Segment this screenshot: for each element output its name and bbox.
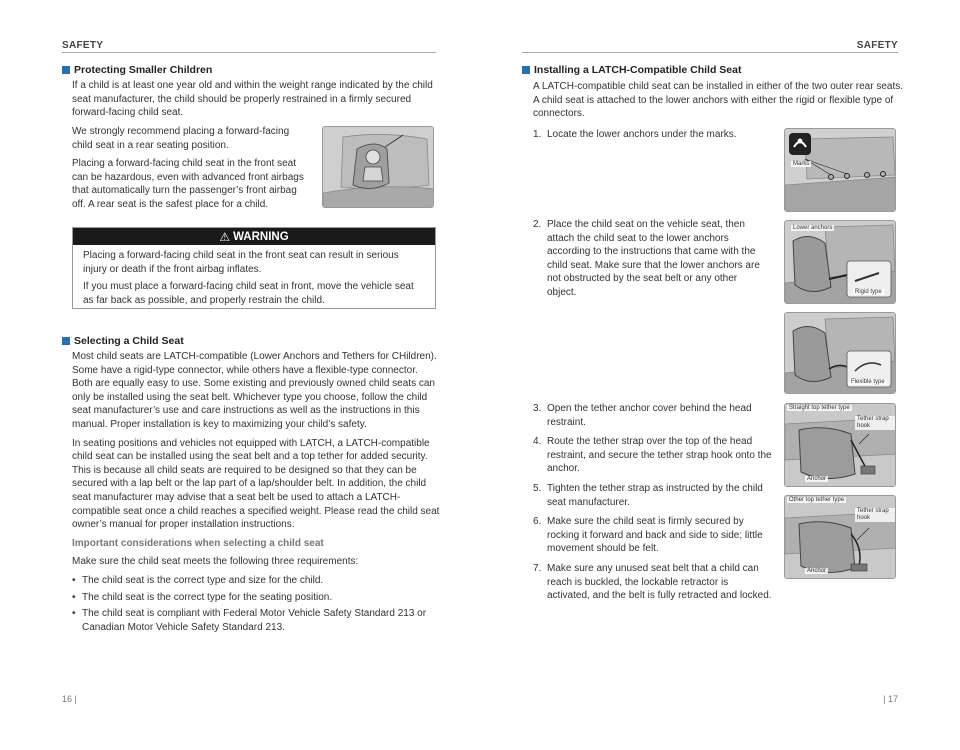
figure-lower-anchor-marks: [784, 128, 896, 212]
figure-forward-facing-seat: [322, 126, 434, 208]
paragraph: We strongly recommend placing a forward-facing child seat in a rear seating position.: [72, 126, 290, 151]
requirements-list: [72, 574, 440, 634]
paragraph: Placing a forward-facing child seat in the front seat can be hazardous, even with advanced front airbags that automatically turn the passenger’s front airbag off. A rear seat is the safest place for a child.: [72, 158, 304, 210]
step-list-1: [533, 128, 773, 148]
warning-triangle-icon: ⚠: [219, 229, 231, 244]
figure-label: Other top tether type: [789, 497, 845, 503]
section-square-icon: [62, 337, 70, 345]
section-title-installing: Installing a LATCH-Compatible Child Seat: [522, 64, 741, 76]
paragraph: If you must place a forward-facing child seat in front, move the vehicle seat as far back as possible, and properly restrain the child.: [83, 281, 414, 306]
figure-label: Anchor: [807, 476, 827, 482]
warning-header: ⚠ WARNING: [73, 228, 435, 245]
figure-straight-top-tether: [784, 403, 896, 487]
paragraph: In seating positions and vehicles not equipped with LATCH, a LATCH-compatible child seat can be installed using the seat belt and a top tether for added security. This is because all child seats are required to be designed so that they can be secured with a lap belt or the lap part of a lap/shoulder belt. In addition, the child seat manufacturer may advise that a seat belt be used to attach a LATCH-compatible seat once a child reaches a specified weight. Please read the child seat owner’s manual for proper installation instructions.: [72, 437, 440, 531]
list-item: • The child seat is compliant with Federal Motor Vehicle Safety Standard 213 or Canadian Motor Vehicle Safety Standard 213.: [72, 607, 440, 634]
step-item: 2. Place the child seat on the vehicle seat, then attach the child seat to the lower anchors according to the instructions that came with the child seat. Make sure that the lower anchors are not obstructed by the seat belt or any other object.: [533, 219, 760, 298]
step-item: 1. Locate the lower anchors under the marks.: [533, 129, 737, 140]
section-square-icon: [62, 66, 70, 74]
section-title-selecting: Selecting a Child Seat: [62, 335, 184, 347]
protecting-body: [72, 125, 308, 217]
section-square-icon: [522, 66, 530, 74]
figure-label: Rigid type: [855, 289, 882, 295]
warning-text: [73, 245, 435, 307]
section-title-protecting: Protecting Smaller Children: [62, 64, 212, 76]
running-head: SAFETY: [62, 40, 104, 51]
paragraph: A LATCH-compatible child seat can be installed in either of the two outer rear seats. A child seat is attached to the lower anchors with either the rigid or flexible type of connectors.: [533, 81, 904, 120]
page-number: | 17: [883, 694, 898, 704]
figure-label: Anchor: [807, 568, 827, 574]
figure-label: Marks: [793, 161, 810, 167]
step-item: 3. Open the tether anchor cover behind the head restraint.: [533, 403, 752, 428]
step-list-3-7: [533, 402, 773, 609]
figure-label: Tether strap hook: [855, 416, 895, 430]
paragraph: Most child seats are LATCH-compatible (Lower Anchors and Tethers for CHildren). Some have a rigid-type connector, while others have a flexible-type connector. Both are equally easy to use. Some existing and previously owned child seats can only be installed using the seat belt. Whichever type you choose, follow the child seat manufacturer’s use and care instructions as well as the instructions in this manual. Proper installation is key to maximizing your child’s safety.: [72, 351, 437, 430]
selecting-body: [72, 350, 440, 637]
list-item: • The child seat is the correct type and size for the child.: [72, 574, 440, 588]
figure-other-top-tether: [784, 495, 896, 579]
right-page: [480, 0, 960, 750]
header-rule: [62, 52, 436, 53]
paragraph: Placing a forward-facing child seat in the front seat can result in serious injury or death if the front airbag inflates.: [83, 250, 399, 275]
figure-label: Tether strap hook: [855, 508, 895, 522]
page-number: 16 |: [62, 694, 77, 704]
installing-intro: [533, 80, 903, 126]
step-list-2: [533, 218, 761, 306]
step-item: 4. Route the tether strap over the top of the head restraint, and secure the tether strap hook onto the anchor.: [533, 436, 772, 475]
warning-box: [72, 227, 436, 309]
figure-flexible-type: [784, 312, 896, 394]
step-item: 5. Tighten the tether strap as instructed by the child seat manufacturer.: [533, 482, 763, 508]
paragraph: If a child is at least one year old and within the weight range indicated by the child seat manufacturer, the child should be properly restrained in a firmly secured forward-facing child seat.: [72, 80, 433, 119]
running-head: SAFETY: [856, 40, 898, 51]
header-rule: [522, 52, 898, 53]
paragraph: Make sure the child seat meets the following three requirements:: [72, 556, 359, 568]
list-item: • The child seat is the correct type for the seating position.: [72, 591, 440, 605]
figure-rigid-type: [784, 220, 896, 304]
step-item: 6. Make sure the child seat is firmly secured by rocking it forward and back and side to side; little movement should be felt.: [533, 516, 763, 555]
protecting-intro: [72, 79, 438, 125]
figure-label: Flexible type: [851, 379, 885, 385]
figure-label: Straight top tether type: [789, 405, 850, 411]
figure-label: Lower anchors: [793, 225, 833, 231]
subheading: Important considerations when selecting a child seat: [72, 537, 324, 549]
step-item: 7. Make sure any unused seat belt that a child can reach is buckled, the lockable retractor is activated, and the belt is fully retracted and locked.: [533, 562, 772, 602]
